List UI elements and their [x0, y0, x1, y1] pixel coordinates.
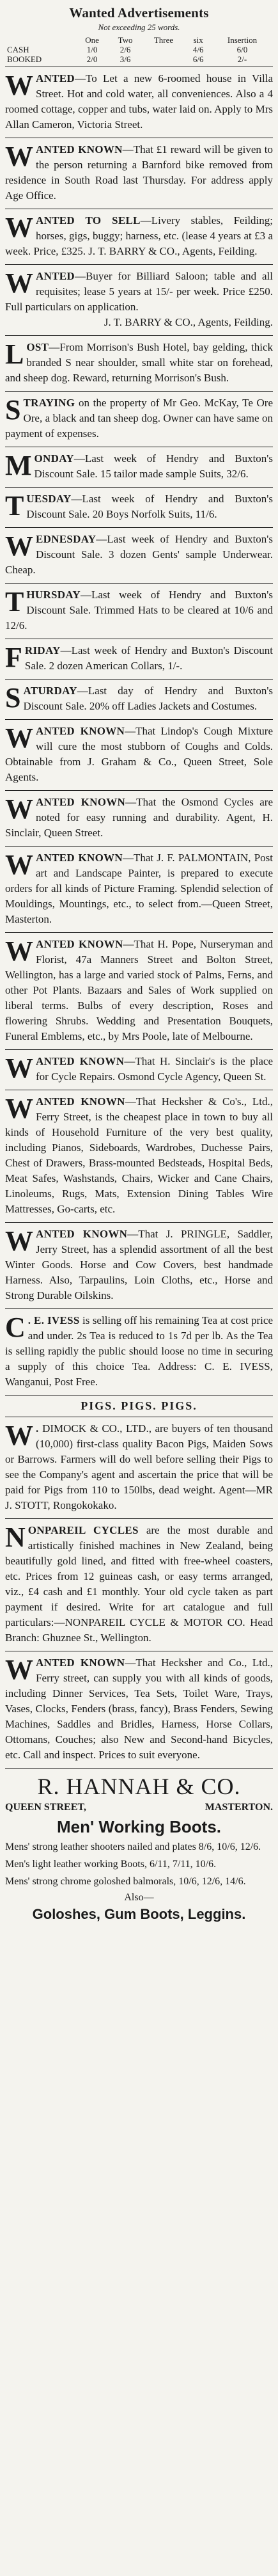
advert-body: —That H. Sinclair's is the place for Cycle Repairs. Osmond Cycle Agency, Queen St.	[36, 1055, 273, 1083]
advert	[5, 527, 273, 583]
hannah-item: Mens' strong leather shooters nailed and plates 8/6, 10/6, 12/6.	[5, 1841, 261, 1852]
rates-cell: 6/6	[192, 54, 204, 64]
advert	[5, 583, 273, 639]
advert	[5, 719, 273, 790]
advert-signature: J. T. BARRY & CO., Agents, Feilding.	[104, 316, 273, 328]
advert-body: —Last week of Hendry and Buxton's Discount Sale. 2 dozen American Collars, 1/-.	[24, 644, 273, 672]
advert-initial: T	[5, 586, 24, 617]
advert-text	[5, 850, 273, 927]
advert-body: on the property of Mr Geo. McKay, Te Ore Ore, a black and tan sheep dog. Owner can have same on payment of expenses.	[5, 397, 273, 440]
advert	[5, 1651, 273, 1768]
advert-initial: W	[5, 267, 33, 299]
advert-initial: W	[5, 1093, 33, 1124]
advert	[5, 67, 273, 138]
advert	[5, 790, 273, 846]
hannah-item: Men's light leather working Boots, 6/11, 7/11, 10/6.	[5, 1859, 217, 1870]
advert-lead: ANTED KNOWN	[36, 1055, 125, 1067]
rates-header-cell	[5, 35, 76, 45]
advert-initial: W	[5, 849, 33, 880]
advert	[5, 639, 273, 679]
advert-body: are the most durable and artistically finished machines in New Zealand, being beautifully gold lined, and fitted with free-wheel coasters, etc. Prices from 12 guineas cash, or easy terms arranged, viz., £4 cash and £1 monthly. Your old cycle taken as part payment if desired. Write for art catalogue and full particulars:—NONPAREIL CYCLE & MOTOR CO. Head Branch: Ghuznee St., Wellington.	[5, 1524, 273, 1644]
rates-cell: 2/6	[120, 45, 131, 54]
advert-text	[5, 683, 273, 714]
hannah-town: MASTERTON.	[205, 1802, 273, 1813]
column-header	[5, 5, 273, 33]
advert	[5, 1308, 273, 1395]
advert-lead: ANTED	[36, 72, 75, 84]
advert-initial: W	[5, 1654, 33, 1685]
advert-body: —Livery stables, Feilding; horses, gigs, buggy; harness, etc. (lease 4 years at £3 a week. Price, £325. J. T. BARRY & CO., Agents, Feilding.	[5, 214, 273, 257]
advert	[5, 1518, 273, 1651]
rates-table	[5, 35, 273, 64]
advert	[5, 1417, 273, 1518]
advert-initial: F	[5, 642, 22, 673]
advert-initial: M	[5, 450, 32, 481]
advert-lead: EDNESDAY	[36, 533, 97, 545]
advert-initial: C	[5, 1312, 26, 1343]
advert-initial: W	[5, 793, 33, 825]
rates-cell: 3/6	[120, 54, 131, 64]
advert-body: —That J. F. PALMONTAIN, Post art and Landscape Painter, is prepared to execute orders for all kinds of Picture Framing. Splendid selection of Mouldings, Mountings, etc., to select from.—Queen Street, Masterton.	[5, 852, 273, 925]
advert-lead: ANTED KNOWN	[36, 852, 123, 864]
advert-lead: HURSDAY	[26, 589, 81, 601]
advert-initial: W	[5, 70, 33, 101]
advert-text	[5, 1421, 273, 1513]
hannah-name: R. HANNAH & CO.	[37, 1774, 241, 1799]
advert-body: —Last day of Hendry and Buxton's Discount Sale. 20% off Ladies Jackets and Costumes.	[23, 685, 273, 712]
advert-body: —From Morrison's Bush Hotel, bay gelding, thick branded S near shoulder, small white star on forehead, and sheep dog. Reward, returning Morrison's Bush.	[5, 341, 273, 384]
advert-body: —Last week of Hendry and Buxton's Discount Sale. 3 dozen Gents' sample Underwear. Cheap.	[5, 533, 273, 576]
advert-lead: RIDAY	[24, 644, 61, 656]
advert-lead: ANTED	[36, 270, 75, 282]
rates-cell: 4/6	[192, 45, 204, 54]
newspaper-column	[5, 4, 273, 2567]
rates-row-booked	[5, 54, 273, 64]
advert-text	[5, 1523, 273, 1646]
advert-lead: TRAYING	[23, 397, 75, 409]
advert-initial: L	[5, 338, 24, 370]
advert-lead: ONDAY	[34, 452, 74, 465]
advert-initial: N	[5, 1522, 26, 1553]
advert	[5, 679, 273, 719]
advert-text	[5, 587, 273, 633]
advert	[5, 209, 273, 264]
advert	[5, 932, 273, 1049]
advert-lead: ANTED KNOWN	[36, 1228, 128, 1240]
advert-text	[5, 724, 273, 785]
rates-header-cell: Two	[118, 35, 133, 45]
hannah-footer: Goloshes, Gum Boots, Leggins.	[32, 1906, 246, 1922]
advert-lead: ANTED KNOWN	[36, 143, 123, 155]
advert-body: —Last week of Hendry and Buxton's Discount Sale. 20 Boys Norfolk Suits, 11/6.	[26, 493, 273, 520]
rates-cell: 2/0	[86, 54, 98, 64]
rates-cell: 2/-	[237, 54, 247, 64]
rates-header-row	[5, 35, 273, 45]
advert	[5, 487, 273, 527]
hannah-address	[5, 1802, 273, 1813]
advert-initial: S	[5, 682, 21, 713]
advert-initial: T	[5, 490, 24, 521]
advert	[5, 1222, 273, 1308]
pigs-heading: PIGS. PIGS. PIGS.	[5, 1395, 273, 1417]
hannah-advert	[5, 1768, 273, 1923]
advert-text	[5, 269, 273, 315]
advert	[5, 138, 273, 209]
advert-text	[5, 795, 273, 841]
page-title: Wanted Advertisements	[69, 5, 209, 20]
advert-body: —That £1 reward will be given to the person returning a Barnford bike removed from residence in South Road last Thursday. For address apply Age Office.	[5, 143, 273, 202]
advert-lead: . E. IVESS	[27, 1314, 80, 1326]
advert-lead: ANTED TO SELL	[36, 214, 141, 227]
advert	[5, 391, 273, 447]
hannah-item: Mens' strong chrome goloshed balmorals, 10/6, 12/6, 14/6.	[5, 1876, 246, 1887]
advert	[5, 1049, 273, 1090]
rates-header-cell: One	[85, 35, 99, 45]
rates-header-cell: Insertion	[227, 35, 258, 45]
advert-lead: ANTED KNOWN	[36, 938, 123, 950]
rates-row-cash	[5, 45, 273, 54]
advert-text	[5, 340, 273, 386]
advert-body: —That Hecksher and Co., Ltd., Ferry street, can supply you with all kinds of goods, including Dinner Services, Tea Sets, Toilet Ware, Trays, Vases, Clocks, Fenders (brass, fancy), Brass Fenders, Sewing Machines, Saddles and Bridles, Harness, Horse Collars, Ottomans, Couches; also New and Second-hand Bicycles, etc. Call and inspect. Prices to suit everyone.	[5, 1657, 273, 1761]
advert-text	[5, 1094, 273, 1217]
advert-body: —That the Osmond Cycles are noted for easy running and durability. Agent, H. Sinclair, Queen Street.	[5, 796, 273, 839]
advert-lead: ANTED KNOWN	[36, 1095, 125, 1108]
advert	[5, 447, 273, 487]
advert-initial: S	[5, 394, 21, 425]
rates-cell	[143, 54, 185, 64]
advert-body: —That H. Pope, Nurseryman and Florist, 47a Manners Street and Bolton Street, Wellington, has a large and varied stock of Palms, Ferns, and other Pot Plants. Bazaars and Sales of Work supplied on liberal terms. Bulbs of every description, Roses and flowering Shrubs. Wedding and Presentation Bouquets, Funeral Emblems, etc., by Mrs Poole, late of Melbourne.	[5, 938, 273, 1042]
advert-body: —That Lindop's Cough Mixture will cure the most stubborn of Coughs and Colds. Obtainable from J. Graham & Co., Queen Street, Sole Agents.	[5, 725, 273, 783]
advert-lead: ANTED KNOWN	[36, 1657, 125, 1669]
advert-initial: W	[5, 141, 33, 172]
advert-initial: W	[5, 935, 33, 967]
advert-initial: W	[5, 212, 33, 243]
advert-text	[5, 937, 273, 1044]
rates-header-cell: six	[193, 35, 203, 45]
rates-cell: 1/0	[86, 45, 98, 54]
advert-body: is selling off his remaining Tea at cost price and under. 2s Tea is reduced to 1s 7d per lb. As the Tea is selling rapidly the public should loose no time in securing a supply of this choice Tea. Address: C. E. IVESS, Wanganui, Post Free.	[5, 1314, 273, 1388]
adverts-list	[5, 1417, 273, 1768]
advert-body: —Last week of Hendry and Buxton's Discount Sale. Trimmed Hats to be cleared at 10/6 and 12/6.	[5, 589, 273, 632]
advert-text	[5, 1313, 273, 1390]
hannah-heading: Men' Working Boots.	[56, 1817, 222, 1836]
advert-text	[5, 1655, 273, 1763]
advert-lead: ANTED KNOWN	[36, 725, 125, 737]
advert-body: —That Hecksher & Co's., Ltd., Ferry Street, is the cheapest place in town to buy all kinds of Household Furniture of the very best quality, including Pianos, Sideboards, Wardrobes, Duchesse Pairs, Chest of Drawers, Brass-mounted Bedsteads, Hospital Beds, Meat Safes, Washstands, Chairs, Wicker and Cane Chairs, Linoleums, Rugs, Mats, Extension Dining Tables Wire Mattresses, Go-carts, etc.	[5, 1095, 273, 1215]
advert-lead: UESDAY	[26, 493, 72, 505]
rates-cell: CASH	[7, 45, 29, 54]
advert-text	[5, 71, 273, 132]
advert-text	[5, 532, 273, 578]
advert	[5, 264, 273, 335]
advert-text	[5, 643, 273, 674]
advert-text	[5, 213, 273, 259]
advert-body: DIMOCK & CO., LTD., are buyers of ten thousand (10,000) first-class quality Bacon Pigs, Maiden Sows or Barrows. Farmers will do well before selling their Pigs to see the Company's agent and ascertain the price that will be paid for Pigs from 110 to 150lbs, dead weight. Agent—MR J. STOTT, Rongokokako.	[5, 1422, 273, 1511]
advert-lead: OST	[26, 341, 49, 353]
rates-header-cell: Three	[153, 35, 174, 45]
advert-text	[5, 395, 273, 441]
advert-initial: W	[5, 722, 33, 754]
rates-cell	[143, 45, 185, 54]
rates-cell: 6/0	[236, 45, 248, 54]
advert-initial: W	[5, 1225, 33, 1257]
advert-text	[5, 451, 273, 482]
rates-cell: BOOKED	[7, 54, 42, 64]
advert-lead: ANTED KNOWN	[36, 796, 126, 808]
advert-text	[5, 491, 273, 522]
advert-body: —Last week of Hendry and Buxton's Discount Sale. 15 tailor made sample Suits, 32/6.	[34, 452, 273, 480]
advert	[5, 335, 273, 391]
page-subtitle: Not exceeding 25 words.	[98, 22, 180, 32]
hannah-street: QUEEN STREET,	[5, 1802, 86, 1813]
advert-text	[5, 1054, 273, 1085]
advert-text	[5, 1227, 273, 1303]
adverts-list	[5, 67, 273, 1395]
hannah-also: Also—	[124, 1892, 154, 1903]
advert-text	[5, 142, 273, 203]
advert-body: —Buyer for Billiard Saloon; table and all requisites; lease 5 years at 15/- per week. Price £250. Full particulars on application.	[5, 270, 273, 313]
advert-lead: ATURDAY	[23, 685, 77, 697]
advert	[5, 846, 273, 932]
advert-lead: ONPAREIL CYCLES	[27, 1524, 139, 1536]
advert-body: —To Let a new 6-roomed house in Villa Street. Hot and cold water, all conveniences. Also a 4 roomed cottage, copper and tubs, water laid on. Apply to Mrs Allan Cameron, Victoria Street.	[5, 72, 273, 131]
advert	[5, 1090, 273, 1222]
advert-lead: .	[36, 1422, 39, 1435]
advert-initial: W	[5, 1053, 33, 1084]
advert-initial: W	[5, 530, 33, 562]
advert-initial: W	[5, 1420, 33, 1451]
advert-body: —That J. PRINGLE, Saddler, Jerry Street, has a splendid assortment of all the best Winter Goods. Horse and Cow Covers, best handmade Harness. Also, Tarpaulins, Loin Cloths, etc., Horse and Strong Durable Oilskins.	[5, 1228, 273, 1301]
